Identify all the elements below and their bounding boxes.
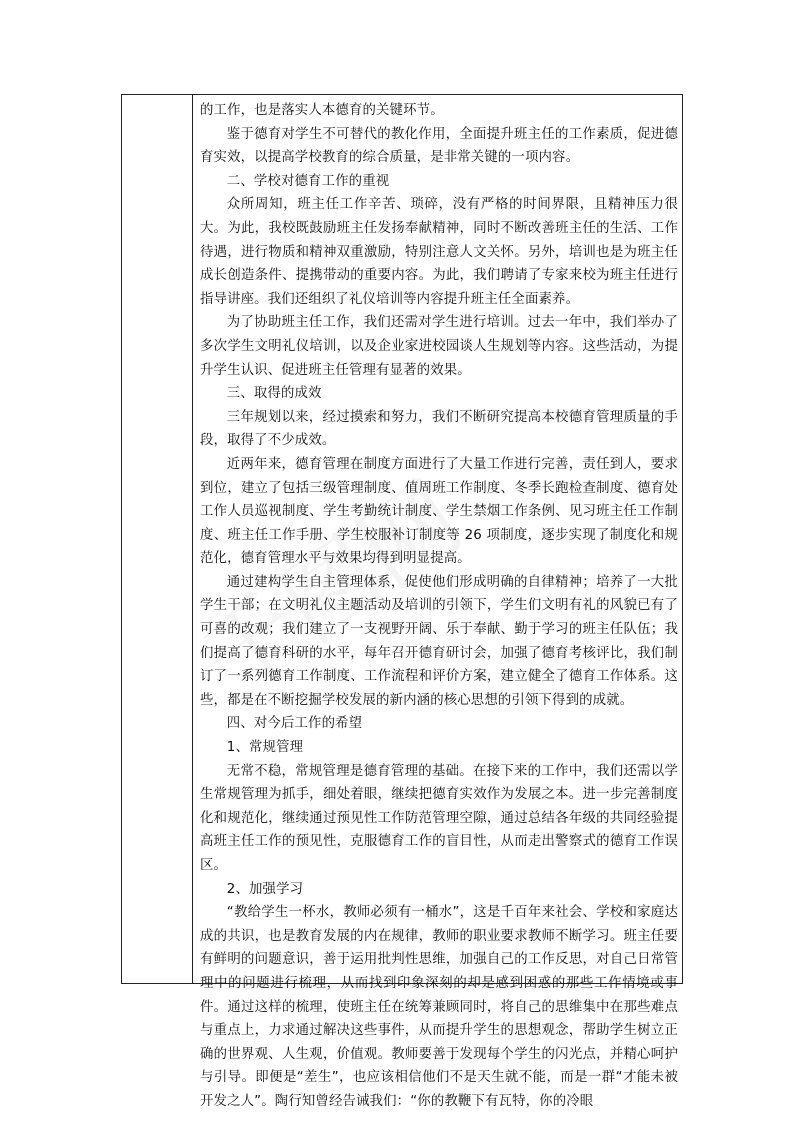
paragraph: “教给学生一杯水，教师必须有一桶水”，这是千百年来社会、学校和家庭达成的共识，也是教育发展的内在规律，教师的职业要求教师不断学习。班主任要有鲜明的问题意识，善于运用批判性思维，加强自己的工作反思，对自己日常管理中的问题进行梳理，从而找到印象深刻的却是感到困惑的那些工作情境或事件。通过这样的梳理，使班主任在统筹兼顾同时，将自己的思维集中在那些难点与重点上，力求通过解决这些事件，从而提升学生的思想观念，帮助学生树立正确的世界观、人生观，价值观。教师要善于发现每个学生的闪光点，并精心呵护与引导。即便是“差生”，也应该相信他们不是天生就不能，而是一群“才能未被开发之人”。陶行知曾经告诫我们：“你的教鞭下有瓦特，你的冷眼: [200, 905, 678, 1109]
table-label-column: [122, 95, 193, 983]
paragraph: 众所周知，班主任工作辛苦、琐碎，没有严格的时间界限，且精神压力很大。为此，我校既鼓励班主任发扬奉献精神，同时不断改善班主任的生活、工作待遇，进行物质和精神双重激励，特别注意人文关怀。另外，培训也是为班主任成长创造条件、提携带动的重要内容。为此，我们聘请了专家来校为班主任进行指导讲座。我们还组织了礼仪培训等内容提升班主任全面素养。: [200, 197, 678, 307]
section-heading: 二、学校对德育工作的重视: [226, 173, 390, 189]
paragraph: 为了协助班主任工作，我们还需对学生进行培训。过去一年中，我们举办了多次学生文明礼仪培训，以及企业家进校园谈人生规划等内容。这些活动，为提升学生认识、促进班主任管理有显著的效果。: [200, 315, 678, 378]
paragraph: 三年规划以来，经过摸索和努力，我们不断研究提高本校德育管理质量的手段，取得了不少成效。: [200, 409, 678, 449]
paragraph: 通过建构学生自主管理体系，促使他们形成明确的自律精神；培养了一大批学生干部；在文明礼仪主题活动及培训的引领下，学生们文明有礼的风貌已有了可喜的改观；我们建立了一支视野开阔、乐于奉献、勤于学习的班主任队伍；我们提高了德育科研的水平，每年召开德育研讨会，加强了德育考核评比，我们制订了一系列德育工作制度、工作流程和评价方案，建立健全了德育工作体系。这些，都是在不断挖掘学校发展的新内涵的核心思想的引领下得到的成就。: [200, 574, 678, 708]
document-table: [121, 94, 683, 1109]
paragraph: 的工作，也是落实人本德育的关键环节。: [200, 103, 444, 118]
paragraph: 鉴于德育对学生不可替代的教化作用，全面提升班主任的工作素质，促进德育实效，以提高学校教育的综合质量，是非常关键的一项内容。: [200, 126, 678, 166]
section-heading: 四、对今后工作的希望: [226, 716, 363, 732]
table-content-cell: [200, 99, 678, 1114]
subsection-heading: 2、加强学习: [226, 881, 304, 897]
section-heading: 三、取得的成效: [226, 386, 322, 402]
subsection-heading: 1、常规管理: [226, 740, 304, 756]
paragraph: 近两年来，德育管理在制度方面进行了大量工作进行完善，责任到人，要求到位，建立了包括三级管理制度、值周班工作制度、冬季长跑检查制度、德育处工作人员巡视制度、学生考勤统计制度、学生禁烟工作条例、见习班主任工作制度、班主任工作手册、学生校服补订制度等 26 项制度，逐步实现了制度化和规范化，德育管理水平与效果均得到明显提高。: [200, 456, 678, 567]
paragraph: 无常不稳，常规管理是德育管理的基础。在接下来的工作中，我们还需以学生常规管理为抓手，细处着眼，继续把德育实效作为发展之本。进一步完善制度化和规范化，继续通过预见性工作防范管理空隙，通过总结各年级的共同经验提高班主任工作的预见性，克服德育工作的盲目性，从而走出警察式的德育工作误区。: [200, 763, 678, 873]
